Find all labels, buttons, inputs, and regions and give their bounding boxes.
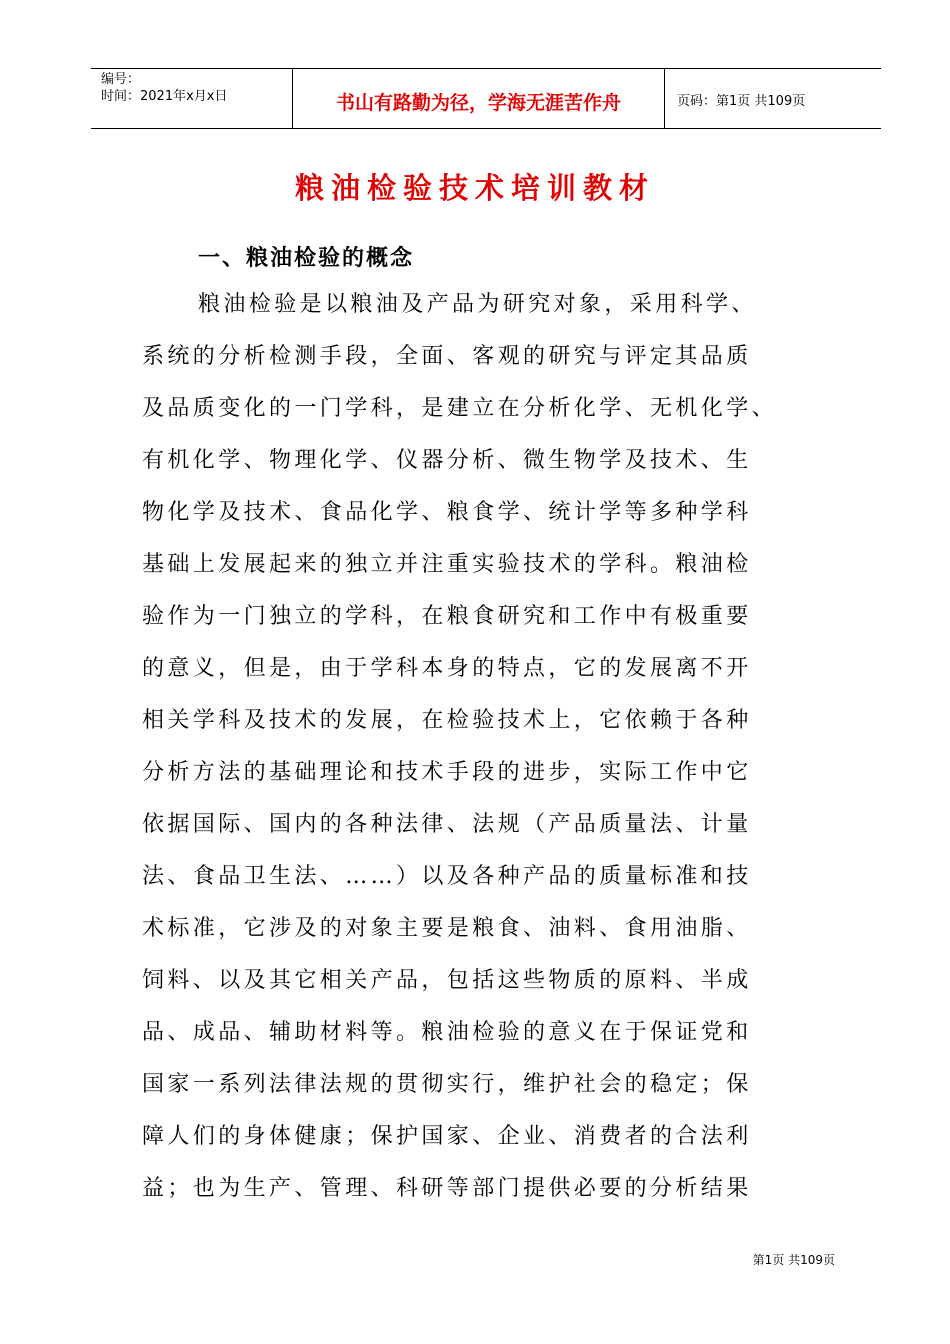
number-label: 编号： <box>101 72 141 87</box>
section-heading: 一、粮油检验的概念 <box>198 246 415 271</box>
body-line: 及品质变化的一门学科，是建立在分析化学、无机化学、 <box>142 396 778 421</box>
header-motto: 书山有路勤为径，学海无涯苦作舟 <box>335 92 621 114</box>
body-line: 国家一系列法律法规的贯彻实行，维护社会的稳定；保 <box>142 1072 752 1097</box>
body-line: 粮油检验是以粮油及产品为研究对象，采用科学、 <box>198 292 757 317</box>
body-line: 验作为一门独立的学科，在粮食研究和工作中有极重要 <box>142 604 752 629</box>
header-page-number: 页码：第1页 共109页 <box>677 94 806 109</box>
header-motto-cell <box>293 69 665 128</box>
body-line: 饲料、以及其它相关产品，包括这些物质的原料、半成 <box>142 968 752 993</box>
body-line: 法、食品卫生法、……）以及各种产品的质量标准和技 <box>142 864 752 889</box>
body-line: 益；也为生产、管理、科研等部门提供必要的分析结果 <box>142 1176 752 1201</box>
body-line: 基础上发展起来的独立并注重实验技术的学科。粮油检 <box>142 552 752 577</box>
document-header <box>91 68 881 129</box>
body-line: 品、成品、辅助材料等。粮油检验的意义在于保证党和 <box>142 1020 752 1045</box>
header-meta-cell <box>91 69 293 128</box>
time-label: 时间：2021年x月x日 <box>101 89 228 104</box>
body-line: 的意义，但是，由于学科本身的特点，它的发展离不开 <box>142 656 752 681</box>
body-line: 术标准，它涉及的对象主要是粮食、油料、食用油脂、 <box>142 916 752 941</box>
body-line: 分析方法的基础理论和技术手段的进步，实际工作中它 <box>142 760 752 785</box>
document-title: 粮油检验技术培训教材 <box>294 171 655 205</box>
body-line: 相关学科及技术的发展，在检验技术上，它依赖于各种 <box>142 708 752 733</box>
body-line: 障人们的身体健康；保护国家、企业、消费者的合法利 <box>142 1124 752 1149</box>
header-page-cell <box>665 69 881 128</box>
body-line: 依据国际、国内的各种法律、法规（产品质量法、计量 <box>142 812 752 837</box>
footer-page-number: 第1页 共109页 <box>752 1253 835 1267</box>
body-line: 物化学及技术、食品化学、粮食学、统计学等多种学科 <box>142 500 752 525</box>
body-line: 有机化学、物理化学、仪器分析、微生物学及技术、生 <box>142 448 752 473</box>
body-line: 系统的分析检测手段，全面、客观的研究与评定其品质 <box>142 344 752 369</box>
section-body <box>142 283 862 1219</box>
